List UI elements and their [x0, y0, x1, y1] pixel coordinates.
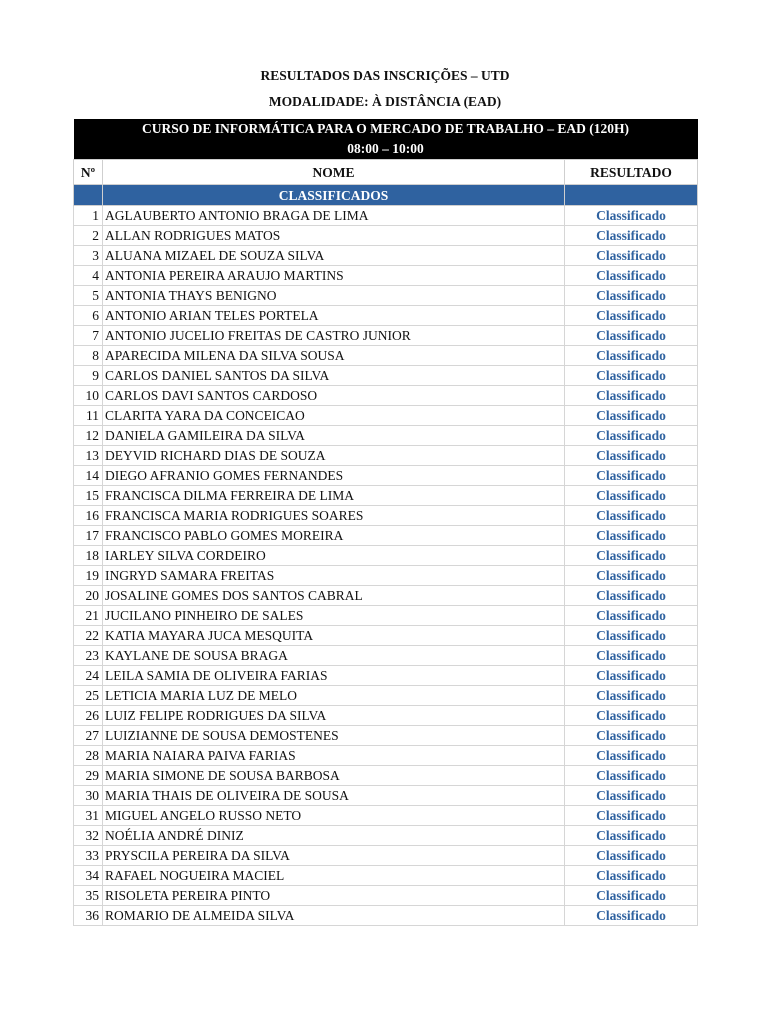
row-result: Classificado [565, 346, 698, 366]
section-label: CLASSIFICADOS [103, 185, 565, 206]
row-result: Classificado [565, 606, 698, 626]
row-name: FRANCISCO PABLO GOMES MOREIRA [103, 526, 565, 546]
results-table [73, 119, 698, 926]
row-result: Classificado [565, 386, 698, 406]
table-row [74, 546, 698, 566]
row-number: 17 [74, 526, 103, 546]
row-result: Classificado [565, 846, 698, 866]
row-number: 29 [74, 766, 103, 786]
row-name: AGLAUBERTO ANTONIO BRAGA DE LIMA [103, 206, 565, 226]
row-number: 31 [74, 806, 103, 826]
row-number: 2 [74, 226, 103, 246]
row-result: Classificado [565, 246, 698, 266]
row-name: DANIELA GAMILEIRA DA SILVA [103, 426, 565, 446]
row-result: Classificado [565, 266, 698, 286]
row-result: Classificado [565, 506, 698, 526]
row-name: FRANCISCA DILMA FERREIRA DE LIMA [103, 486, 565, 506]
row-number: 33 [74, 846, 103, 866]
document-title: RESULTADOS DAS INSCRIÇÕES – UTD [260, 68, 510, 83]
row-result: Classificado [565, 906, 698, 926]
row-name: LETICIA MARIA LUZ DE MELO [103, 686, 565, 706]
row-result: Classificado [565, 406, 698, 426]
table-row [74, 406, 698, 426]
row-result: Classificado [565, 866, 698, 886]
row-result: Classificado [565, 686, 698, 706]
row-number: 32 [74, 826, 103, 846]
row-number: 7 [74, 326, 103, 346]
row-name: FRANCISCA MARIA RODRIGUES SOARES [103, 506, 565, 526]
row-result: Classificado [565, 766, 698, 786]
row-result: Classificado [565, 706, 698, 726]
table-row [74, 426, 698, 446]
row-result: Classificado [565, 286, 698, 306]
column-header-name: NOME [103, 160, 565, 185]
row-number: 26 [74, 706, 103, 726]
row-result: Classificado [565, 626, 698, 646]
modality-subtitle: MODALIDADE: À DISTÂNCIA (EAD) [268, 94, 502, 109]
row-name: DEYVID RICHARD DIAS DE SOUZA [103, 446, 565, 466]
row-result: Classificado [565, 666, 698, 686]
row-name: RISOLETA PEREIRA PINTO [103, 886, 565, 906]
row-result: Classificado [565, 366, 698, 386]
row-name: PRYSCILA PEREIRA DA SILVA [103, 846, 565, 866]
table-row [74, 786, 698, 806]
table-row [74, 526, 698, 546]
table-row [74, 306, 698, 326]
row-number: 1 [74, 206, 103, 226]
table-row [74, 866, 698, 886]
table-row [74, 286, 698, 306]
row-name: RAFAEL NOGUEIRA MACIEL [103, 866, 565, 886]
row-number: 5 [74, 286, 103, 306]
row-number: 11 [74, 406, 103, 426]
column-header-number: Nº [74, 160, 103, 185]
row-result: Classificado [565, 446, 698, 466]
row-name: LEILA SAMIA DE OLIVEIRA FARIAS [103, 666, 565, 686]
table-row [74, 686, 698, 706]
row-name: MIGUEL ANGELO RUSSO NETO [103, 806, 565, 826]
table-row [74, 566, 698, 586]
row-number: 28 [74, 746, 103, 766]
row-number: 18 [74, 546, 103, 566]
table-row [74, 766, 698, 786]
table-row [74, 366, 698, 386]
row-number: 25 [74, 686, 103, 706]
row-name: ANTONIO ARIAN TELES PORTELA [103, 306, 565, 326]
course-title: CURSO DE INFORMÁTICA PARA O MERCADO DE TRABALHO – EAD (120H) [74, 119, 698, 139]
row-name: MARIA NAIARA PAIVA FARIAS [103, 746, 565, 766]
row-number: 21 [74, 606, 103, 626]
row-name: IARLEY SILVA CORDEIRO [103, 546, 565, 566]
table-row [74, 266, 698, 286]
table-row [74, 466, 698, 486]
table-row [74, 646, 698, 666]
row-name: JOSALINE GOMES DOS SANTOS CABRAL [103, 586, 565, 606]
table-row [74, 626, 698, 646]
row-name: ANTONIA THAYS BENIGNO [103, 286, 565, 306]
row-name: KATIA MAYARA JUCA MESQUITA [103, 626, 565, 646]
table-row [74, 326, 698, 346]
row-name: ANTONIA PEREIRA ARAUJO MARTINS [103, 266, 565, 286]
table-row [74, 746, 698, 766]
table-row [74, 226, 698, 246]
row-name: INGRYD SAMARA FREITAS [103, 566, 565, 586]
row-number: 12 [74, 426, 103, 446]
row-number: 30 [74, 786, 103, 806]
row-result: Classificado [565, 426, 698, 446]
row-name: CARLOS DAVI SANTOS CARDOSO [103, 386, 565, 406]
row-result: Classificado [565, 226, 698, 246]
course-schedule: 08:00 – 10:00 [74, 139, 698, 160]
row-number: 16 [74, 506, 103, 526]
row-result: Classificado [565, 786, 698, 806]
table-row [74, 726, 698, 746]
row-result: Classificado [565, 306, 698, 326]
table-row [74, 446, 698, 466]
row-name: ANTONIO JUCELIO FREITAS DE CASTRO JUNIOR [103, 326, 565, 346]
row-number: 20 [74, 586, 103, 606]
row-name: ROMARIO DE ALMEIDA SILVA [103, 906, 565, 926]
row-result: Classificado [565, 206, 698, 226]
row-number: 24 [74, 666, 103, 686]
row-number: 4 [74, 266, 103, 286]
row-number: 13 [74, 446, 103, 466]
row-number: 14 [74, 466, 103, 486]
row-result: Classificado [565, 546, 698, 566]
row-name: MARIA THAIS DE OLIVEIRA DE SOUSA [103, 786, 565, 806]
row-name: LUIZIANNE DE SOUSA DEMOSTENES [103, 726, 565, 746]
row-result: Classificado [565, 826, 698, 846]
row-number: 23 [74, 646, 103, 666]
row-number: 3 [74, 246, 103, 266]
row-name: LUIZ FELIPE RODRIGUES DA SILVA [103, 706, 565, 726]
row-name: APARECIDA MILENA DA SILVA SOUSA [103, 346, 565, 366]
row-number: 35 [74, 886, 103, 906]
table-row [74, 506, 698, 526]
table-row [74, 846, 698, 866]
row-name: MARIA SIMONE DE SOUSA BARBOSA [103, 766, 565, 786]
row-result: Classificado [565, 806, 698, 826]
row-number: 27 [74, 726, 103, 746]
row-name: CARLOS DANIEL SANTOS DA SILVA [103, 366, 565, 386]
row-result: Classificado [565, 526, 698, 546]
table-row [74, 806, 698, 826]
table-row [74, 246, 698, 266]
table-row [74, 826, 698, 846]
row-number: 19 [74, 566, 103, 586]
row-name: JUCILANO PINHEIRO DE SALES [103, 606, 565, 626]
row-number: 6 [74, 306, 103, 326]
row-number: 15 [74, 486, 103, 506]
table-row [74, 666, 698, 686]
row-number: 22 [74, 626, 103, 646]
row-result: Classificado [565, 566, 698, 586]
row-name: DIEGO AFRANIO GOMES FERNANDES [103, 466, 565, 486]
section-spacer [565, 185, 698, 206]
table-row [74, 706, 698, 726]
row-name: ALUANA MIZAEL DE SOUZA SILVA [103, 246, 565, 266]
row-number: 9 [74, 366, 103, 386]
row-number: 10 [74, 386, 103, 406]
row-result: Classificado [565, 746, 698, 766]
row-result: Classificado [565, 326, 698, 346]
row-result: Classificado [565, 586, 698, 606]
row-name: NOÉLIA ANDRÉ DINIZ [103, 826, 565, 846]
section-spacer [74, 185, 103, 206]
column-header-result: RESULTADO [565, 160, 698, 185]
table-row [74, 886, 698, 906]
row-result: Classificado [565, 466, 698, 486]
table-row [74, 386, 698, 406]
row-number: 36 [74, 906, 103, 926]
table-row [74, 586, 698, 606]
row-result: Classificado [565, 726, 698, 746]
row-number: 8 [74, 346, 103, 366]
row-result: Classificado [565, 646, 698, 666]
table-row [74, 606, 698, 626]
row-result: Classificado [565, 886, 698, 906]
row-name: ALLAN RODRIGUES MATOS [103, 226, 565, 246]
row-name: KAYLANE DE SOUSA BRAGA [103, 646, 565, 666]
table-row [74, 206, 698, 226]
row-name: CLARITA YARA DA CONCEICAO [103, 406, 565, 426]
row-number: 34 [74, 866, 103, 886]
row-result: Classificado [565, 486, 698, 506]
table-row [74, 346, 698, 366]
table-row [74, 486, 698, 506]
table-row [74, 906, 698, 926]
